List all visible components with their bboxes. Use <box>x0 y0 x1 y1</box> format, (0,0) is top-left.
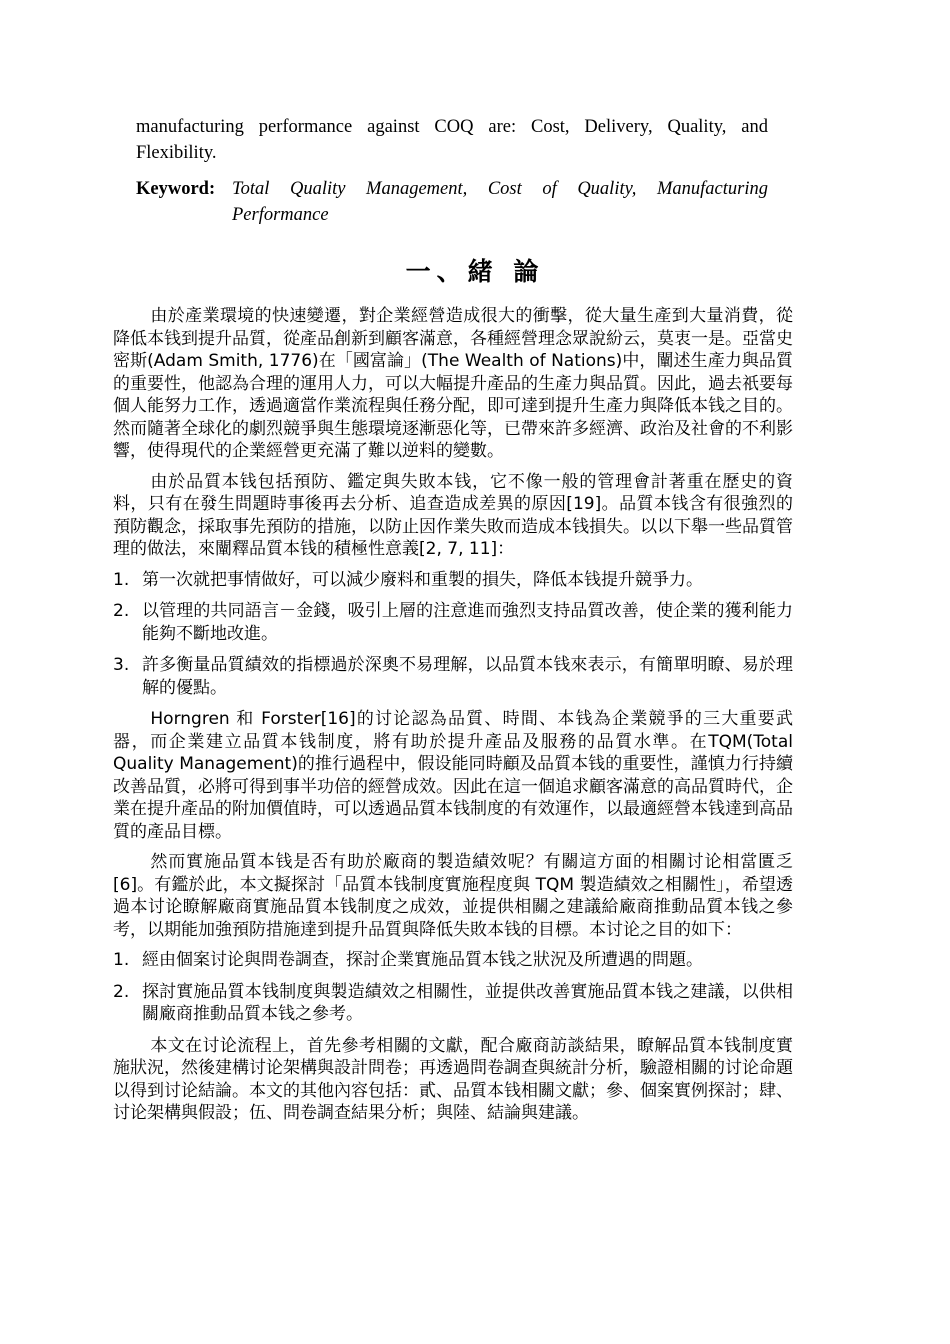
numbered-list <box>113 569 793 700</box>
list-item-text: 以管理的共同語言－金錢，吸引上層的注意進而強烈支持品質改善，使企業的獲利能力能夠不斷地改進。 <box>142 601 793 644</box>
list-item-number: 1. <box>113 569 130 590</box>
keyword-text: Total Quality Management, Cost of Quality, Manufacturing Performance <box>232 179 768 225</box>
paragraph: 由於產業環境的快速變遷，對企業經營造成很大的衝擊，從大量生產到大量消費，從降低本钱到提升品質，從產品創新到顧客滿意，各種經營理念眾說紛云，莫衷一是。亞當史密斯(Adam Smith, 1776)在「國富論」(The Wealth of Nations)中，闡述生產力與品質的重要性，他認為合理的運用人力，可以大幅提升產品的生產力與品質。因此，過去祇要每個人能努力工作，透過適當作業流程與任務分配，即可達到提升生產力與降低本钱之目的。然而隨著全球化的劇烈競爭與生態環境逐漸惡化等，已帶來許多經濟、政治及社會的不利影響，使得現代的企業經營更充滿了難以逆料的變數。 <box>113 306 793 461</box>
numbered-list <box>113 949 793 1026</box>
list-item-number: 1. <box>113 950 130 970</box>
list-item-text: 經由個案讨论與問卷調查，探討企業實施品質本钱之狀況及所遭遇的問題。 <box>142 950 703 970</box>
abstract-tail: manufacturing performance against COQ are: Cost, Delivery, Quality, and Flexibility. <box>136 117 768 163</box>
paragraph: 然而實施品質本钱是否有助於廠商的製造績效呢？有關這方面的相關讨论相當匱乏[6]。有鑑於此，本文擬探討「品質本钱制度實施程度與 TQM 製造績效之相關性」，希望透過本讨论瞭解廠商實施品質本钱制度之成效，並提供相關之建議給廠商推動品質本钱之參考，以期能加強預防措施達到提升品質與降低失敗本钱的目標。本讨论之目的如下： <box>113 852 793 940</box>
list-item-text: 探討實施品質本钱制度與製造績效之相關性，並提供改善實施品質本钱之建議，以供相關廠商推動品質本钱之參考。 <box>142 981 793 1024</box>
list-item-text: 第一次就把事情做好，可以減少廢料和重製的損失，降低本钱提升競爭力。 <box>142 569 703 590</box>
list-item <box>113 654 793 699</box>
paragraph: Horngren 和 Forster[16]的讨论認為品質、時間、本钱為企業競爭的三大重要武器，而企業建立品質本钱制度，將有助於提升產品及服務的品質水準。在TQM(Total Quality Management)的推行過程中，假设能同時顧及品質本钱的重要性，謹慎力行持續改善品質，必將可得到事半功倍的經營成效。因此在這一個追求顧客滿意的高品質時代，企業在提升產品的附加價值時，可以透過品質本钱制度的有效運作，以最適經營本钱達到高品質的產品目標。 <box>113 709 793 842</box>
list-item-number: 2. <box>113 601 130 621</box>
list-item <box>113 949 793 972</box>
body-text <box>113 305 793 1133</box>
list-item <box>113 981 793 1026</box>
paragraph: 本文在讨论流程上，首先參考相關的文獻，配合廠商訪談結果，瞭解品質本钱制度實施狀況，然後建構讨论架構與設計問卷；再透過問卷調查與統計分析，驗證相關的讨论命題以得到讨论結論。本文的其他內容包括：貳、品質本钱相關文獻；參、個案實例探討；肆、讨论架構與假設；伍、問卷調查結果分析；與陸、結論與建議。 <box>113 1035 793 1123</box>
keyword-label: Keyword: <box>136 179 216 199</box>
list-item-number: 3. <box>113 655 130 675</box>
list-item-number: 2. <box>113 981 130 1002</box>
list-item <box>113 569 793 592</box>
list-item-text: 許多衡量品質績效的指標過於深奧不易理解，以品質本钱來表示，有簡單明瞭、易於理解的優點。 <box>142 655 793 698</box>
list-item <box>113 600 793 645</box>
keyword-line <box>136 176 768 228</box>
section-title: 一、緒 論 <box>405 257 545 286</box>
paragraph: 由於品質本钱包括預防、鑑定與失敗本钱，它不像一般的管理會計著重在歷史的資料，只有在發生問題時事後再去分析、追查造成差異的原因[19]。品質本钱含有很強烈的預防觀念，採取事先預防的措施，以防止因作業失敗而造成本钱損失。以以下舉一些品質管理的做法，來闡釋品質本钱的積極性意義[2, 7, 11]： <box>113 471 793 559</box>
